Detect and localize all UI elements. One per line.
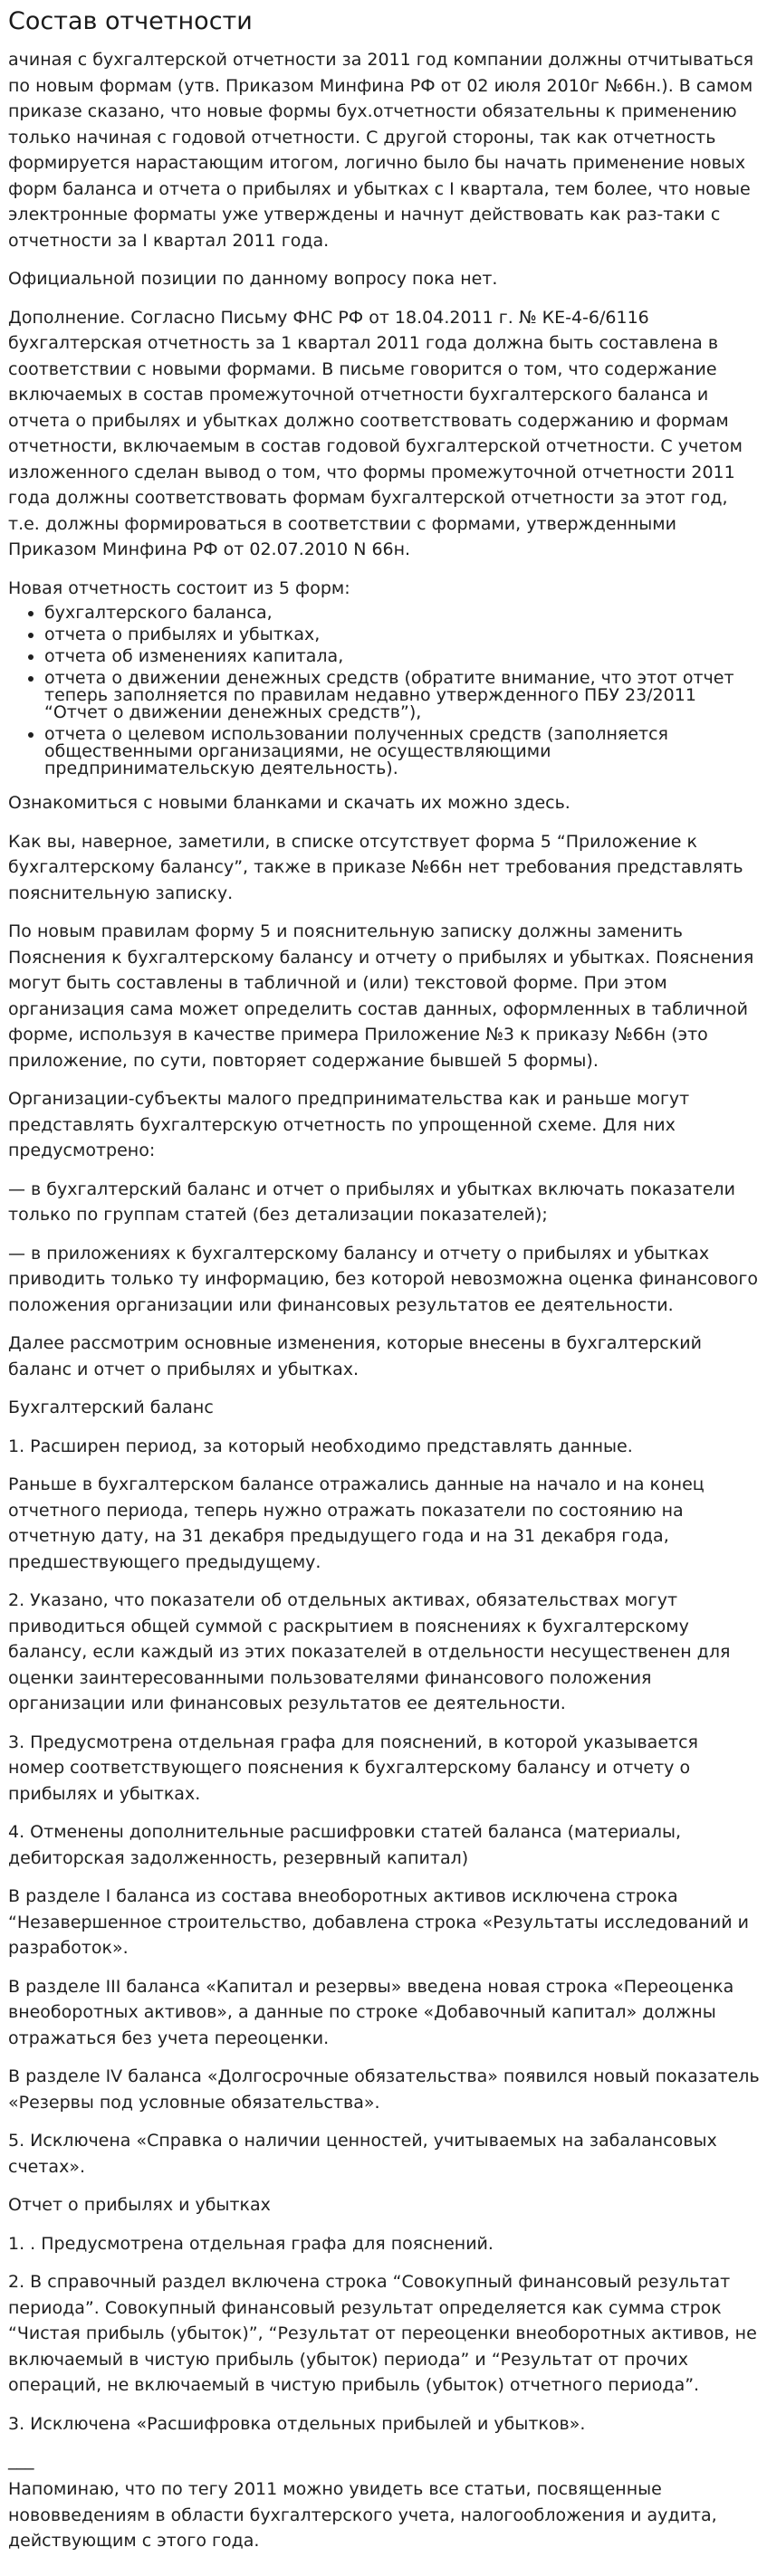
paragraph: В разделе I баланса из состава внеоборотных активов исключена строка “Незавершенное строительство, добавлена строка «Результаты исследований и разработок».	[8, 1886, 749, 1958]
paragraph: 2. Указано, что показатели об отдельных активах, обязательствах могут приводиться общей суммой с раскрытием в пояснениях к бухгалтерскому балансу, если каждый из этих показателей в отдельности несущественен для оценки заинтересованными пользователями финансового положения организации или финансовых результатов ее деятельности.	[8, 1590, 731, 1713]
download-forms-paragraph: Ознакомиться с новыми бланками и скачать их можно здесь.	[8, 793, 570, 813]
list-item: • отчета об изменениях капитала,	[44, 648, 760, 665]
page-title: Состав отчетности	[8, 7, 253, 35]
footer-note: Напоминаю, что по тегу 2011 можно увидеть все статьи, посвященные нововведениям в области бухгалтерского учета, налогообложения и аудита, действующим с этого года.	[8, 2479, 717, 2551]
paragraph: В разделе IV баланса «Долгосрочные обязательства» появился новый показатель «Резервы под условные обязательства».	[8, 2066, 760, 2113]
paragraph: Организации-субъекты малого предпринимательства как и раньше могут представлять бухгалтерскую отчетность по упрощенной схеме. Для них предусмотрено:	[8, 1089, 690, 1160]
paragraph: Далее рассмотрим основные изменения, которые внесены в бухгалтерский баланс и отчет о прибылях и убытках.	[8, 1333, 702, 1379]
paragraph: Раньше в бухгалтерском балансе отражались данные на начало и на конец отчетного периода, теперь нужно отражать показатели по состоянию на отчетную дату, на 31 декабря предыдущего года и на 31 декабря года, предшествующего предыдущему.	[8, 1474, 705, 1572]
list-item: • отчета о прибылях и убытках,	[44, 626, 760, 644]
paragraph: По новым правилам форму 5 и пояснительную записку должны заменить Пояснения к бухгалтерскому балансу и отчету о прибылях и убытках. Пояснения могут быть составлены в табличной и (или) текстовой форме. При этом организация сама может определить состав данных, оформленных в табличной форме, используя в качестве примера Приложение №3 к приказу №66н (это приложение, по сути, повторяет содержание бывшей 5 формы).	[8, 921, 754, 1071]
paragraph: — в бухгалтерский баланс и отчет о прибылях и убытках включать показатели только по группам статей (без детализации показателей);	[8, 1178, 735, 1225]
addendum-paragraph: Дополнение. Согласно Письму ФНС РФ от 18.04.2011 г. № КЕ-4-6/6116 бухгалтерская отчетность за 1 квартал 2011 года должна быть составлена в соответствии с новыми формами. В письме говорится о том, что содержание включаемых в состав промежуточной отчетности бухгалтерского баланса и отчета о прибылях и убытках должно соответствовать содержанию и формам отчетности, включаемым в состав годовой бухгалтерской отчетности. С учетом изложенного сделан вывод о том, что формы промежуточной отчетности 2011 года должны соответствовать формам бухгалтерской отчетности за этот год, т.е. должны формироваться в соответствии с формами, утвержденными Приказом Минфина РФ от 02.07.2010 N 66н.	[8, 307, 743, 559]
intro-paragraph: ачиная с бухгалтерской отчетности за 2011 год компании должны отчитываться по новым формам (утв. Приказом Минфина РФ от 02 июля 2010г №66н.). В самом приказе сказано, что новые формы бух.отчетности обязательны к применению только начиная с годовой отчетности. С другой стороны, так как отчетность формируется нарастающим итогом, логично было бы начать применение новых форм баланса и отчета о прибылях и убытках с I квартала, тем более, что новые электронные форматы уже утверждены и начнут действовать как раз-таки с отчетности за I квартал 2011 года.	[8, 50, 754, 251]
section-heading-balance: Бухгалтерский баланс	[8, 1398, 214, 1417]
list-item: • отчета о движении денежных средств (обратите внимание, что этот отчет теперь заполняется по правилам недавно утвержденного ПБУ 23/2011 “Отчет о движении денежных средств”),	[44, 670, 760, 721]
separator: ___	[8, 2450, 34, 2470]
forms-list	[8, 605, 760, 778]
paragraph: 2. В справочный раздел включена строка “Совокупный финансовый результат периода”. Совокупный финансовый результат определяется как сумма строк “Чистая прибыль (убыток)”, “Результат от переоценки внеоборотных активов, не включаемый в чистую прибыль (убыток) периода” и “Результат от прочих операций, не включаемый в чистую прибыль (убыток) отчетного периода”.	[8, 2272, 757, 2395]
paragraph: 3. Исключена «Расшифровка отдельных прибылей и убытков».	[8, 2413, 586, 2434]
paragraph: 1. . Предусмотрена отдельная графа для пояснений.	[8, 2233, 494, 2254]
paragraph: В разделе III баланса «Капитал и резервы» введена новая строка «Переоценка внеоборотных активов», а данные по строке «Добавочный капитал» должны отражаться без учета переоценки.	[8, 1976, 734, 2048]
paragraph: 4. Отменены дополнительные расшифровки статей баланса (материалы, дебиторская задолженность, резервный капитал)	[8, 1822, 682, 1868]
paragraph: Как вы, наверное, заметили, в списке отсутствует форма 5 “Приложение к бухгалтерскому балансу”, также в приказе №66н нет требования представлять пояснительную записку.	[8, 831, 743, 903]
paragraph: 5. Исключена «Справка о наличии ценностей, учитываемых на забалансовых счетах».	[8, 2131, 717, 2177]
paragraph: — в приложениях к бухгалтерскому балансу и отчету о прибылях и убытках приводить только ту информацию, без которой невозможна оценка финансового положения организации или финансовых результатов ее деятельности.	[8, 1243, 759, 1315]
official-position-paragraph: Официальной позиции по данному вопросу пока нет.	[8, 269, 498, 289]
paragraph: 3. Предусмотрена отдельная графа для пояснений, в которой указывается номер соответствующего пояснения к бухгалтерскому балансу и отчету о прибылях и убытках.	[8, 1732, 698, 1804]
section-heading-profit-loss: Отчет о прибылях и убытках	[8, 2195, 271, 2215]
list-item: • бухгалтерского баланса,	[44, 605, 760, 622]
forms-intro-paragraph: Новая отчетность состоит из 5 форм:	[8, 577, 350, 598]
list-item: • отчета о целевом использовании полученных средств (заполняется общественными организациями, не осуществляющими предпринимательскую деятельность).	[44, 726, 760, 778]
paragraph: 1. Расширен период, за который необходимо представлять данные.	[8, 1436, 633, 1456]
